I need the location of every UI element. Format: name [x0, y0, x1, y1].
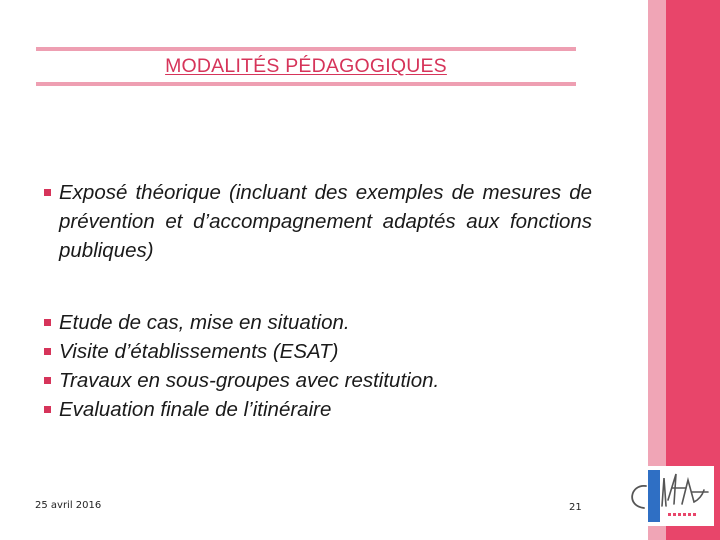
square-bullet-icon	[44, 189, 51, 196]
logo-script-icon	[622, 466, 714, 526]
title-rule-top	[36, 47, 576, 51]
side-band-dark	[666, 0, 720, 540]
bullet-text: Etude de cas, mise en situation.	[59, 311, 350, 334]
cnfpt-logo-icon	[622, 466, 714, 526]
page-number: 21	[569, 502, 582, 513]
bullet-item	[44, 395, 592, 424]
bullet-item	[44, 178, 592, 265]
footer-date: 25 avril 2016	[35, 500, 102, 511]
bullet-text: Travaux en sous-groupes avec restitution.	[59, 369, 440, 392]
title-rule-bottom	[36, 82, 576, 86]
bullet-text: Visite d’établissements (ESAT)	[59, 340, 339, 363]
bullet-list	[44, 178, 592, 424]
side-band-light	[648, 0, 666, 540]
bullet-text: Evaluation finale de l’itinéraire	[59, 398, 332, 421]
bullet-item	[44, 366, 592, 395]
slide-title: MODALITÉS PÉDAGOGIQUES	[165, 55, 447, 77]
square-bullet-icon	[44, 319, 51, 326]
square-bullet-icon	[44, 406, 51, 413]
bullet-text: Exposé théorique (incluant des exemples de mesures de prévention et d’accompagnement adaptés aux fonctions publiques)	[59, 181, 592, 262]
bullet-item	[44, 308, 592, 337]
bullet-item	[44, 337, 592, 366]
square-bullet-icon	[44, 348, 51, 355]
square-bullet-icon	[44, 377, 51, 384]
